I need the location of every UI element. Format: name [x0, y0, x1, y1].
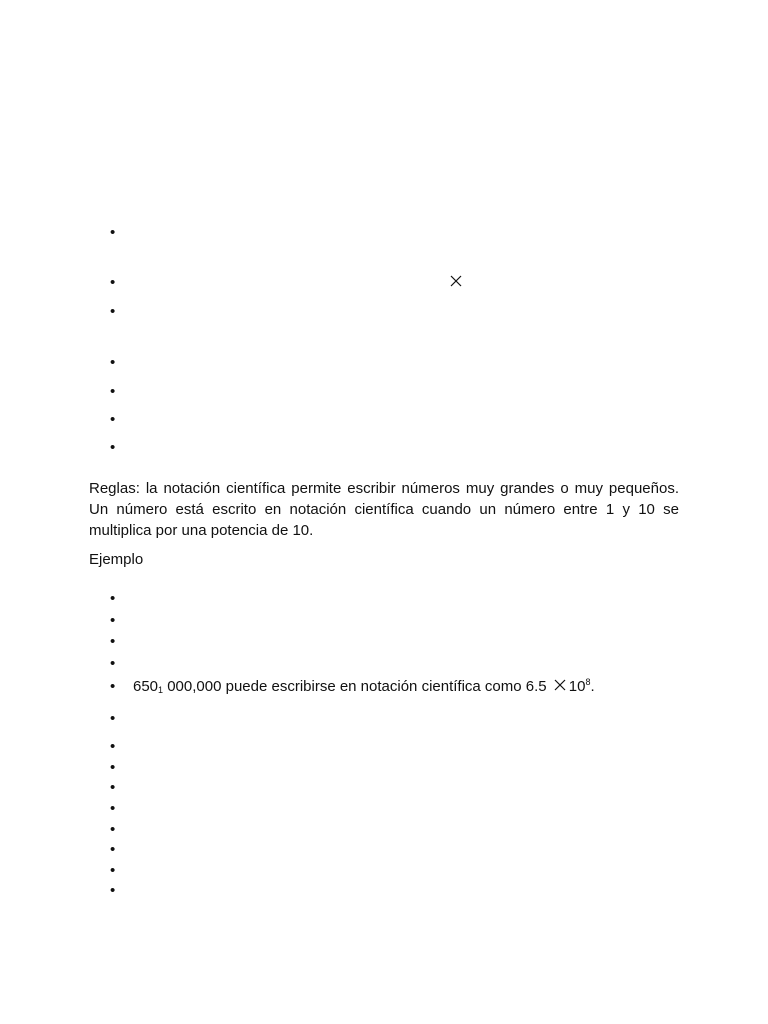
rules-paragraph: Reglas: la notación científica permite escribir números muy grandes o muy pequeños. Un número está escrito en notación científica cuando un número entre 1 y 10 se multiplica por una potencia de 10. — [89, 480, 679, 539]
multiply-symbol — [553, 678, 567, 692]
example-heading: Ejemplo — [89, 551, 144, 568]
example-line: $650_1$ 000,000 puede escribirse en notación científica como 6.5 $10^8$. — [133, 677, 595, 695]
times-icon — [448, 272, 464, 290]
multiply-icon — [553, 678, 567, 692]
subscript-digit: 1 — [158, 685, 164, 695]
exponent: 8 — [585, 677, 591, 687]
